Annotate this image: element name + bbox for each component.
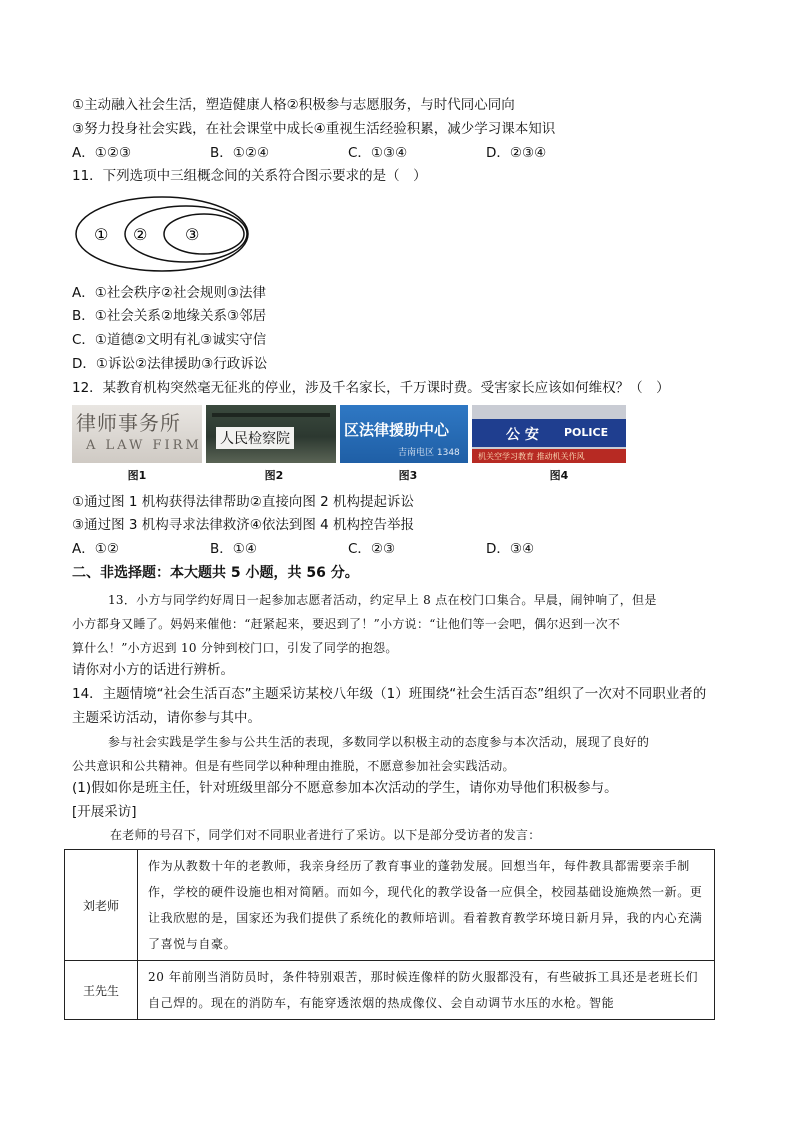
procuratorate-sign-text: 人民检察院 — [216, 427, 294, 449]
building-beam — [212, 413, 330, 417]
q14-stem-line-2: 主题采访活动，请你参与其中。 — [72, 710, 261, 726]
law-firm-sign-english: A LAW FIRM — [86, 438, 202, 453]
interview-table — [64, 849, 715, 1020]
q10-option-b: B．①②④ — [210, 145, 270, 161]
q12-statement-1: ①通过图 1 机构获得法律帮助②直接向图 2 机构提起诉讼 — [72, 494, 415, 510]
image-caption-4: 图4 — [549, 469, 569, 482]
image-caption-1: 图1 — [127, 469, 147, 482]
police-station-photo — [472, 405, 626, 463]
q11-option-a: A．①社会秩序②社会规则③法律 — [72, 285, 267, 301]
q11-nested-ellipses-diagram — [74, 194, 250, 274]
q12-option-c: C．②③ — [348, 541, 396, 557]
procuratorate-photo — [206, 405, 336, 463]
q12-option-a: A．①② — [72, 541, 119, 557]
legal-aid-center-photo — [340, 405, 468, 463]
diagram-label-2: ② — [133, 225, 148, 244]
q10-option-d: D．②③④ — [486, 145, 547, 161]
q14-stem-line-1: 14．主题情境“社会生活百态”主题采访某校八年级（1）班围绕“社会生活百态”组织了一次对不同职业者的 — [72, 686, 707, 702]
q14-subquestion-1: (1)假如你是班主任，针对班级里部分不愿意参加本次活动的学生，请你劝导他们积极参与。 — [72, 780, 618, 796]
q10-option-a: A．①②③ — [72, 145, 132, 161]
diagram-label-1: ① — [94, 225, 109, 244]
q14-context-line-1: 参与社会实践是学生参与公共生活的表现，多数同学以积极主动的态度参与本次活动，展现了良好的 — [108, 735, 650, 749]
police-sign-chinese: 公 安 — [506, 427, 539, 443]
q11-option-b: B．①社会关系②地缘关系③邻居 — [72, 308, 267, 324]
image-caption-2: 图2 — [264, 469, 284, 482]
q13-question: 请你对小方的话进行辨析。 — [72, 662, 234, 678]
q13-text-line-2: 小方都身又睡了。妈妈来催他：“赶紧起来，要迟到了！”小方说：“让他们等一会吧，偶尔迟到一次不 — [72, 617, 621, 631]
q12-option-d: D．③④ — [486, 541, 535, 557]
table-row — [65, 850, 715, 961]
q10-statement-1: ①主动融入社会生活，塑造健康人格②积极参与志愿服务，与时代同心同向 — [72, 97, 515, 113]
diagram-label-3: ③ — [185, 225, 200, 244]
law-firm-photo — [72, 405, 202, 463]
q13-text-line-1: 13．小方与同学约好周日一起参加志愿者活动，约定早上 8 点在校门口集合。早晨，闹钟响了，但是 — [108, 593, 657, 607]
q14-context-line-2: 公共意识和公共精神。但是有些同学以种种理由推脱，不愿意参加社会实践活动。 — [72, 759, 515, 773]
q14-interview-heading: [开展采访] — [72, 804, 137, 820]
interviewee-speech: 20 年前刚当消防员时，条件特别艰苦，那时候连像样的防火服都没有，有些破拆工具还是老班长们自己焊的。现在的消防车，有能穿透浓烟的热成像仪、会自动调节水压的水枪。智能 — [138, 961, 715, 1020]
q14-interview-intro: 在老师的号召下，同学们对不同职业者进行了采访。以下是部分受访者的发言： — [110, 828, 541, 842]
q10-statement-2: ③努力投身社会实践，在社会课堂中成长④重视生活经验积累，减少学习课本知识 — [72, 121, 556, 137]
interviewee-name: 刘老师 — [65, 850, 138, 961]
interviewee-name: 王先生 — [65, 961, 138, 1020]
police-banner-text: 机关空学习教育 推动机关作风 — [478, 452, 585, 461]
law-firm-sign-text: 律师事务所 — [76, 411, 181, 435]
q11-option-c: C．①道德②文明有礼③诚实守信 — [72, 332, 267, 348]
legal-aid-sign-text: 区法律援助中心 — [344, 421, 450, 439]
q12-statement-2: ③通过图 3 机构寻求法律救济④依法到图 4 机构控告举报 — [72, 517, 415, 533]
q12-option-b: B．①④ — [210, 541, 257, 557]
inner-ellipse — [164, 214, 244, 254]
legal-aid-sign-sub: 吉南电区 1348 — [398, 448, 460, 458]
q13-text-line-3: 算什么！”小方迟到 10 分钟到校门口，引发了同学的抱怨。 — [72, 641, 398, 655]
table-row — [65, 961, 715, 1020]
q10-option-c: C．①③④ — [348, 145, 408, 161]
police-sign-english: POLICE — [564, 426, 609, 439]
image-caption-3: 图3 — [398, 469, 418, 482]
q12-stem: 12．某教育机构突然毫无征兆的停业，涉及千名家长，千万课时费。受害家长应该如何维权？（ ） — [72, 380, 670, 396]
interviewee-speech: 作为从教数十年的老教师，我亲身经历了教育事业的蓬勃发展。回想当年，每件教具都需要亲手制作，学校的硬件设施也相对简陋。而如今，现代化的教学设备一应俱全，校园基础设施焕然一新。更让我欣慰的是，国家还为我们提供了系统化的教师培训。看着教育教学环境日新月异，我的内心充满了喜悦与自豪。 — [138, 850, 715, 961]
q11-option-d: D．①诉讼②法律援助③行政诉讼 — [72, 356, 268, 372]
section-heading: 二、非选择题：本大题共 5 小题，共 56 分。 — [72, 565, 359, 581]
q11-stem: 11．下列选项中三组概念间的关系符合图示要求的是（ ） — [72, 168, 427, 184]
